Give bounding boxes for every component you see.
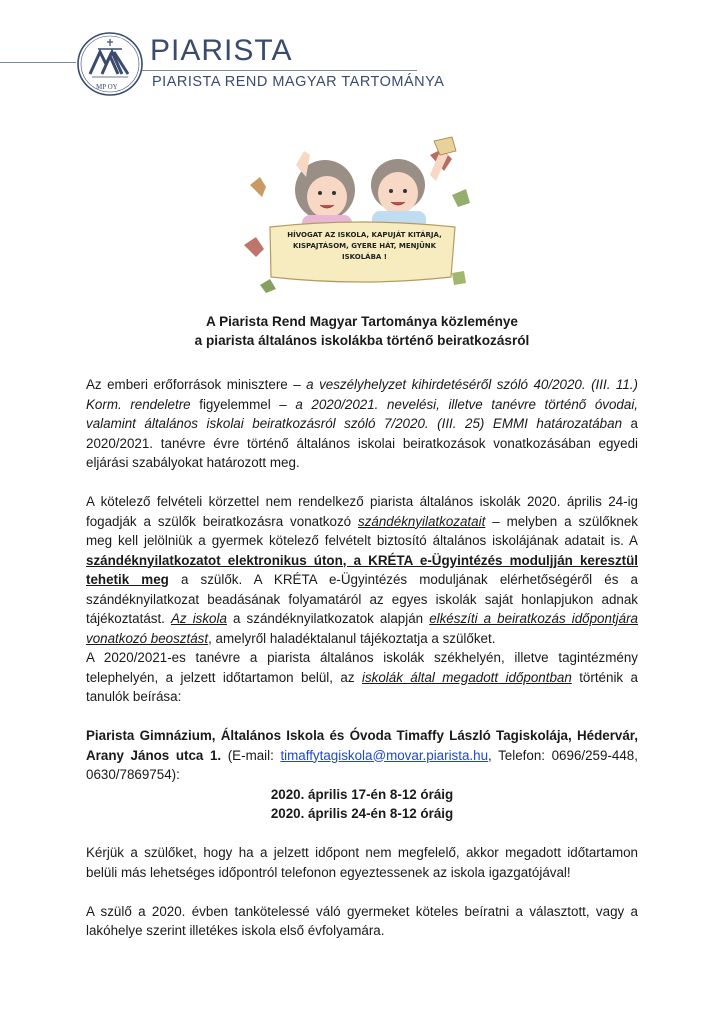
brand-name: PIARISTA [150,34,293,67]
text: , amelyről haladéktalanul tájékoztatja a szülőket. [208,630,496,646]
emblem-label: MP OY [96,83,118,91]
text: a szülők. A KRÉTA e-Ügyintézés moduljának elérhetőségéről és a szándéknyilatkozat beadásának folyamatáról az egyes iskolák saját honlapjukon adnak tájékoztatást. [86,572,638,626]
brand-subtitle: PIARISTA REND MAGYAR TARTOMÁNYA [152,74,445,90]
registration-date-1: 2020. április 17-én 8-12 óráig [270,786,454,802]
paragraph-legal-basis [86,375,638,473]
decree-reference: a veszélyhelyzet kihirdetéséről szóló 40/2020. (III. 11.) Korm. rendeletre [86,377,638,412]
registration-date-2: 2020. április 24-én 8-12 óráig [270,806,454,821]
paragraph-registration [86,648,638,707]
paragraph-obligation: A szülő a 2020. évben tankötelessé váló gyermeket köteles beíratni a választott, vagy a lakóhelye szerint illetékes iskola első évfolyamára. [86,903,638,938]
letterhead [0,0,724,110]
text: figyelemmel – [190,396,296,412]
paragraph-alternate-time: Kérjük a szülőket, hogy ha a jelzett időpont nem megfelelő, akkor megadott időtartamon belüli más lehetséges időpontról telefonon egyeztessenek az iskola igazgatójával! [86,845,638,880]
emphasis: Az iskola [170,611,227,626]
text: A 2020/2021-es tanévre a piarista általános iskolák székhelyén, illetve tagintézmény telephelyén, a jelzett időtartamon belül, az [86,650,638,685]
announcement-title-line-1: A Piarista Rend Magyar Tartománya közleménye [205,314,518,329]
announcement-title-line-2: a piarista általános iskolákba történő beiratkozásról [194,333,530,348]
text: történik a tanulók beírása: [86,669,638,704]
school-children-illustration [230,135,492,300]
emphasis: iskolák által megadott időpontban [361,669,572,685]
emphasis: szándéknyilatkozatait [358,513,486,529]
school-name: Piarista Gimnázium, Általános Iskola és Óvoda Timaffy László Tagiskolája, Hédervár, Arany János utca 1. [86,728,638,763]
kreta-instruction: szándéknyilatkozatot elektronikus úton, a KRÉTA e-Ügyintézés moduljján keresztül tehetik meg [86,552,638,587]
text: a 2020/2021. tanévre évre történő általános iskolai beiratkozások vonatkozásában egyedi eljárási szabályokat határozott meg. [86,416,638,470]
paragraph-enrollment-intent [86,492,638,648]
announcement-body [86,312,638,941]
school-email-link[interactable]: timaffytagiskola@movar.piarista.hu [280,747,489,763]
header-rule-left [0,62,76,63]
text: (E-mail: [221,747,281,763]
text: a szándéknyilatkozatok alapján [226,611,430,626]
illustration-banner-text: HÍVOGAT AZ ISKOLA, KAPUJÁT KITÁRJA, KISPAJTÁSOM, GYERE HÁT, MENJÜNK ISKOLÁBA ! [287,231,442,261]
text: – melyben a szülőknek meg kell jelölniük a gyermek kötelező felvételt biztosító általános iskolájának adatait is. A [86,513,639,548]
emphasis: elkészíti a beiratkozás időpontjára vonatkozó beosztást [86,611,638,646]
school-phone: , Telefon: 0696/259-448, 0630/7869754): [86,747,638,782]
header-rule-right [142,70,417,71]
text: A kötelező felvételi körzettel nem rendelkező piarista általános iskolák 2020. április 24-ig fogadják a szülők beiratkozásra vonatkozó [86,494,638,529]
school-info [86,726,638,785]
emmi-resolution-reference: a 2020/2021. nevelési, illetve tanévre történő óvodai, valamint általános iskolai beiratkozásról szóló 7/2020. (III. 25) EMMI határozatában [86,396,639,431]
text: Az emberi erőforrások minisztere – [86,377,307,392]
